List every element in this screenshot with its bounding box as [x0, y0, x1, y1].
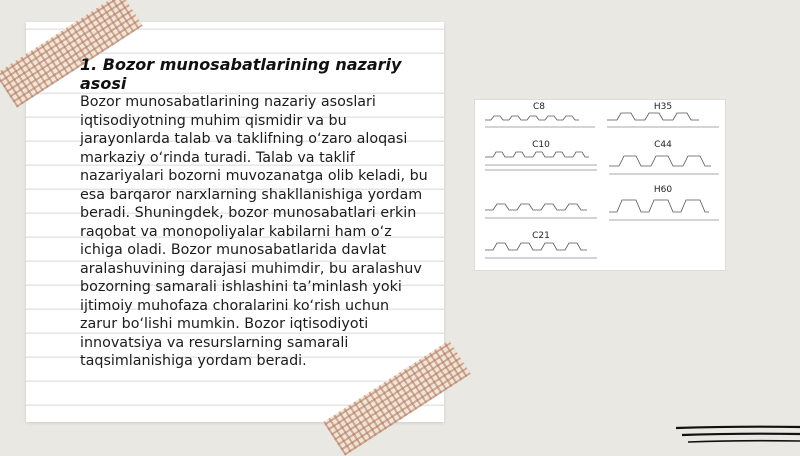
slide-body-text: Bozor munosabatlarining nazariy asoslari iqtisodiyotning muhim qismidir va bu jarayonlarda talab va taklifning o‘zaro aloqasi markaziy o‘rinda turadi. Talab va taklif nazariyalari bozorni muvozanatga olib keladi, bu esa barqaror narxlarning shakllanishiga yordam beradi. Shuningdek, bozor munosabatlari erkin raqobat va monopoliyalar kabilarni ham o‘z ichiga oladi. Bozor munosabatlarida davlat aralashuvining darajasi muhimdir, bu aralashuv bozorning samarali ishlashini ta’minlash yoki ijtimoiy muhofaza choralarini ko‘rish uchun zarur bo‘lishi mumkin. Bozor iqtisodiyoti innovatsiya va resurslarning samarali taqsimlanishiga yordam beradi. [80, 94, 428, 369]
dim-c10 [485, 165, 597, 170]
profile-c10 [485, 152, 589, 157]
label-c10: C10 [532, 140, 550, 150]
profile-c44 [609, 156, 711, 166]
label-c21: C21 [532, 231, 550, 241]
profile-c21 [485, 243, 587, 250]
roofing-profiles-figure [474, 99, 726, 271]
profiles-drawing [475, 100, 725, 270]
decorative-lines [676, 422, 800, 444]
profile-mp20 [485, 204, 587, 210]
slide-title: 1. Bozor munosabatlarining nazariy asosi [80, 55, 402, 93]
profile-c8 [485, 116, 579, 120]
label-h60: H60 [653, 185, 673, 195]
label-c44: C44 [654, 140, 672, 150]
profile-h35 [607, 113, 699, 120]
label-h35: H35 [653, 102, 673, 112]
profile-h60 [609, 200, 709, 212]
label-c8: C8 [532, 102, 546, 112]
